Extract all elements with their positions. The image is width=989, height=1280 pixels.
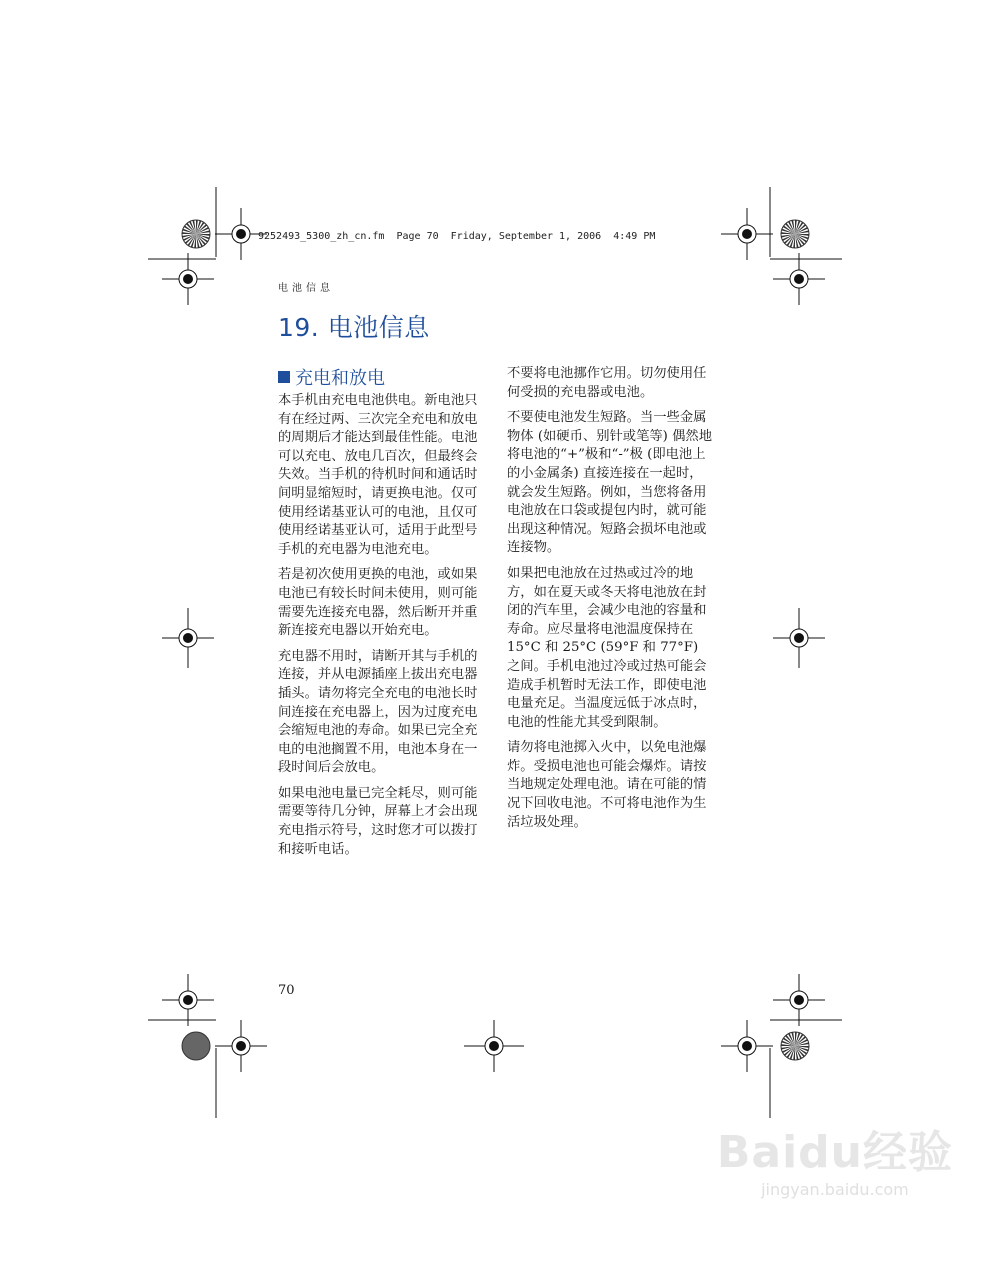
section-title [278, 364, 385, 390]
watermark [716, 1127, 953, 1199]
page-number: 70 [278, 983, 295, 998]
starburst-top-left [182, 220, 210, 248]
paragraph: 充电器不用时，请断开其与手机的连接，并从电源插座上拔出充电器插头。请勿将完全充电的电池长时间连接在充电器上，因为过度充电会缩短电池的寿命。如果已完全充电的电池搁置不用，电池本身在一段时间后会放电。 [278, 648, 478, 776]
section-title-text: 充电和放电 [295, 368, 385, 389]
crosshair-mid-left [162, 608, 214, 668]
left-column [278, 392, 484, 866]
crosshair-bottom-right-a [721, 1020, 773, 1072]
paragraph: 请勿将电池掷入火中，以免电池爆炸。受损电池也可能会爆炸。请按当地规定处理电池。请在可能的情况下回收电池。不可将电池作为生活垃圾处理。 [507, 740, 707, 830]
crosshair-mid-right [773, 608, 825, 668]
print-header: 9252493_5300_zh_cn.fm Page 70 Friday, September 1, 2006 4:49 PM [258, 231, 656, 242]
watermark-domain: jingyan.baidu.com [761, 1180, 909, 1199]
starburst-bottom-left [182, 1032, 210, 1060]
crosshair-bottom-left-a [162, 974, 214, 1026]
crosshair-bottom-right-b [773, 974, 825, 1026]
paragraph: 不要将电池挪作它用。切勿使用任何受损的充电器或电池。 [507, 366, 707, 400]
starburst-bottom-right [781, 1032, 809, 1060]
paragraph: 如果电池电量已完全耗尽，则可能需要等待几分钟，屏幕上才会出现充电指示符号，这时您才可以拨打和接听电话。 [278, 785, 478, 857]
paragraph: 如果把电池放在过热或过冷的地方，如在夏天或冬天将电池放在封闭的汽车里，会减少电池的容量和寿命。应尽量将电池温度保持在 15°C 和 25°C (59°F 和 77°F) 之间。手机电池过冷或过热可能会造成手机暂时无法工作，即使电池电量充足。当温度远低于冰点时，电池的性能尤其受到限制。 [507, 565, 707, 730]
crosshair-bottom-left-b [215, 1020, 267, 1072]
chapter-title: 19. 电池信息 [278, 313, 430, 342]
starburst-top-right [781, 220, 809, 248]
paragraph: 若是初次使用更换的电池，或如果电池已有较长时间未使用，则可能需要先连接充电器，然后断开并重新连接充电器以开始充电。 [278, 567, 478, 639]
running-head: 电池信息 [278, 283, 334, 294]
crosshair-top-right-b [773, 253, 825, 305]
crosshair-top-left-b [162, 253, 214, 305]
paragraph: 本手机由充电电池供电。新电池只有在经过两、三次完全充电和放电的周期后才能达到最佳性能。电池可以充电、放电几百次，但最终会失效。当手机的待机时间和通话时间明显缩短时，请更换电池。仅可使用经诺基亚认可的电池，且仅可使用经诺基亚认可，适用于此型号手机的充电器为电池充电。 [278, 393, 478, 557]
crosshair-bottom-center [464, 1020, 524, 1072]
watermark-brand: Baidu经验 [716, 1127, 953, 1178]
right-column [507, 365, 713, 839]
section-square-icon [278, 371, 290, 383]
crosshair-top-right-a [721, 208, 773, 260]
paragraph: 不要使电池发生短路。当一些金属物体 (如硬币、别针或笔等) 偶然地将电池的“+”极和“-”极 (即电池上的小金属条) 直接连接在一起时，就会发生短路。例如，当您将备用电池放在口袋或提包内时，就可能出现这种情况。短路会损坏电池或连接物。 [507, 410, 712, 556]
